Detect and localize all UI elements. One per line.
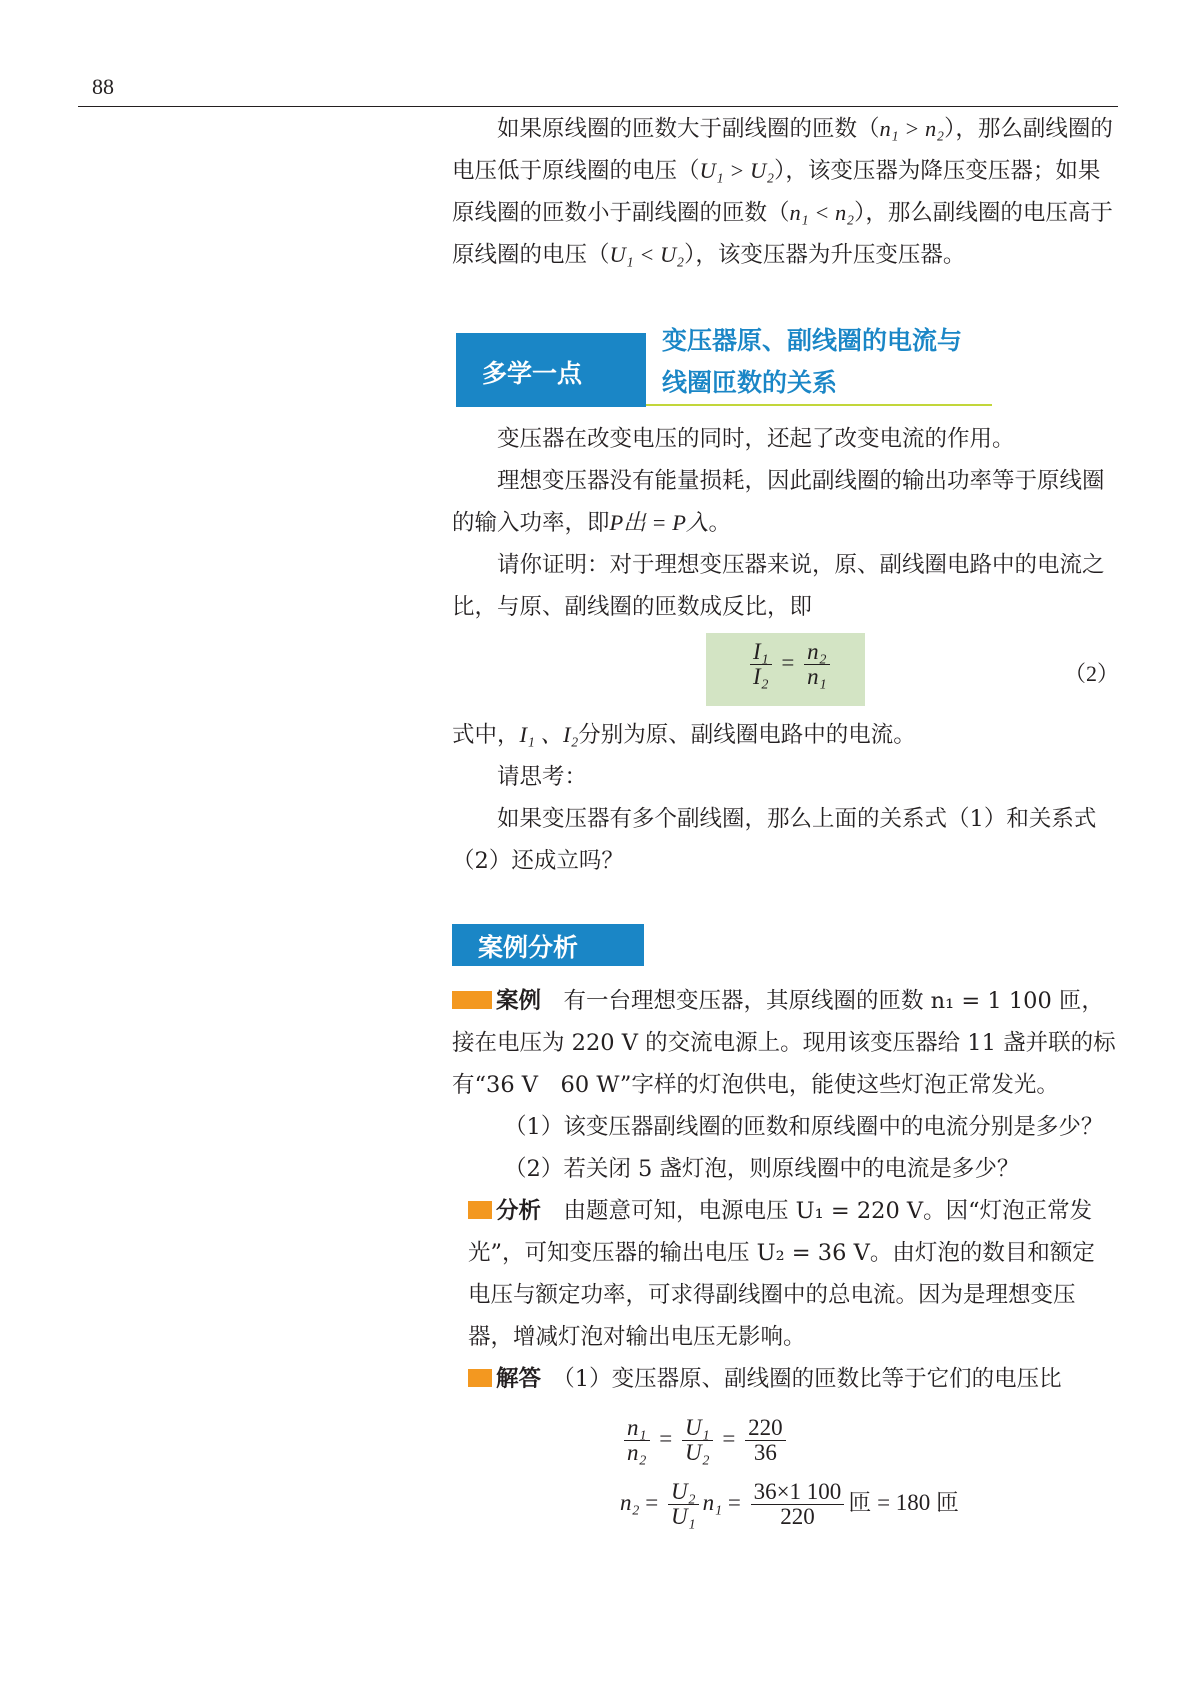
equation-number: （2） [1064, 661, 1120, 686]
extra-para-2: 理想变压器没有能量损耗，因此副线圈的输出功率等于原线圈的输入功率，即P出 = P入。 [452, 468, 1105, 536]
analysis-marker [468, 1201, 492, 1219]
answer-marker [468, 1369, 492, 1387]
answer-paragraph: 解答 （1）变压器原、副线圈的匝数比等于它们的电压比 [468, 1358, 1116, 1400]
case-analysis-label: 案例分析 [478, 933, 579, 962]
extra-section-label: 多学一点 [482, 359, 583, 388]
question-1: （1）该变压器副线圈的匝数和原线圈中的电流分别是多少？ [504, 1114, 1104, 1140]
extra-para-4: 式中，I₁ 、I₂分别为原、副线圈电路中的电流。 [452, 722, 916, 748]
extra-para-6: 如果变压器有多个副线圈，那么上面的关系式（1）和关系式（2）还成立吗？ [452, 806, 1097, 874]
extra-title-underline [646, 404, 992, 406]
extra-para-1: 变压器在改变电压的同时，还起了改变电流的作用。 [497, 426, 1015, 452]
case-paragraph: 案例 有一台理想变压器，其原线圈的匝数 n₁ = 1 100 匝，接在电压为 220 V 的交流电源上。现用该变压器给 11 盏并联的标有“36 V 60 W”字样的灯泡供电，能使这些灯泡正常发光。 [452, 988, 1116, 1098]
page-number: 88 [92, 74, 114, 99]
current-ratio-formula: $\frac{\text{I₁}}{\text{I₂}}$ = $\frac{\text{n₂}}{\text{n₁}}$ [746, 640, 834, 689]
case-marker [452, 991, 492, 1009]
question-2: （2）若关闭 5 盏灯泡，则原线圈中的电流是多少？ [504, 1156, 1020, 1182]
extra-para-5: 请思考： [497, 764, 588, 790]
extra-para-3: 请你证明：对于理想变压器来说，原、副线圈电路中的电流之比，与原、副线圈的匝数成反比，即 [452, 552, 1105, 620]
extra-section-title: 变压器原、副线圈的电流与 线圈匝数的关系 [662, 326, 963, 397]
turns-ratio-equation: $\frac{\text{n₁}}{\text{n₂}}$ = $\frac{\text{U₁}}{\text{U₂}}$ = $\frac{220}{36}$ [620, 1416, 790, 1465]
header-rule [78, 106, 1118, 107]
analysis-paragraph: 分析 由题意可知，电源电压 U₁ = 220 V。因“灯泡正常发光”，可知变压器的输出电压 U₂ = 36 V。由灯泡的数目和额定电压与额定功率，可求得副线圈中的总电流。因为是理想变压器，增减灯泡对输出电压无影响。 [468, 1198, 1095, 1350]
secondary-turns-equation: n₂ = $\frac{\text{U₂}}{\text{U₁}}$ n₁ = $\frac{36\times 1 100}{220}$ 匝 = 180 匝 [620, 1479, 960, 1530]
intro-paragraph: 如果原线圈的匝数大于副线圈的匝数（n₁ > n₂），那么副线圈的电压低于原线圈的电压（U₁ > U₂），该变压器为降压变压器；如果原线圈的匝数小于副线圈的匝数（n₁ < n₂），那么副线圈的电压高于原线圈的电压（U₁ < U₂），该变压器为升压变压器。 [452, 116, 1113, 268]
